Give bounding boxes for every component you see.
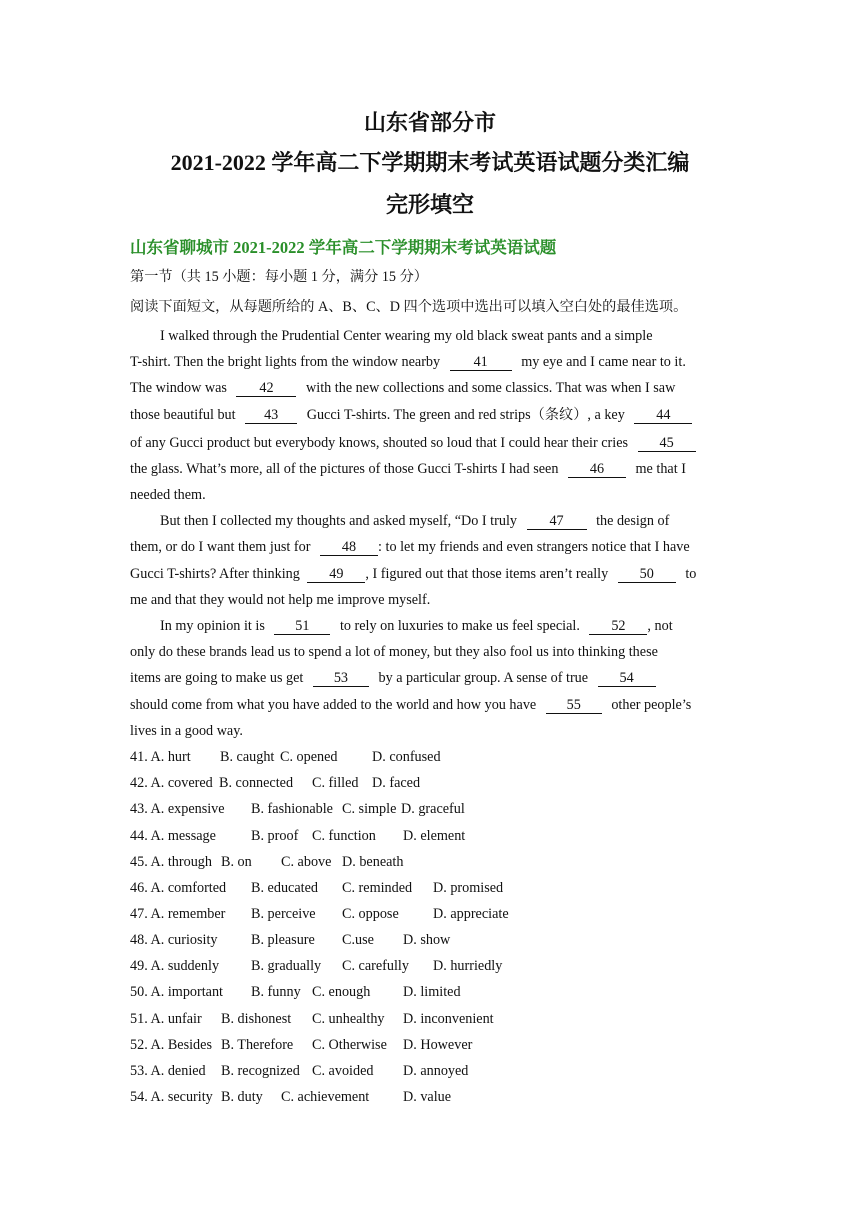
- passage-text: them, or do I want them just for: [130, 539, 311, 555]
- option-b: B. on: [221, 854, 252, 870]
- option-c: C. filled: [312, 775, 359, 791]
- option-c: C. enough: [312, 984, 371, 1000]
- blank-43: 43: [245, 408, 297, 424]
- passage-text: T-shirt. Then the bright lights from the window nearby: [130, 354, 441, 370]
- section-heading: 山东省聊城市 2021-2022 学年高二下学期期末考试英语试题: [130, 238, 557, 257]
- passage-line: [130, 434, 696, 452]
- passage-line: [160, 512, 669, 530]
- passage-text: Gucci T-shirts? After thinking: [130, 566, 300, 582]
- passage-text: Gucci T-shirts. The green and red strips（条纹）, a key: [306, 407, 625, 423]
- option-b: B. connected: [219, 775, 294, 791]
- option-d: D. hurriedly: [433, 958, 503, 974]
- doc-title-type: 完形填空: [385, 192, 474, 217]
- blank-50: 50: [618, 567, 676, 583]
- option-c: C. unhealthy: [312, 1011, 385, 1027]
- option-a: 48. A. curiosity: [130, 932, 218, 948]
- option-a: 54. A. security: [130, 1089, 213, 1105]
- blank-48: 48: [320, 540, 378, 556]
- passage-text: the design of: [596, 513, 670, 529]
- option-b: B. funny: [251, 984, 301, 1000]
- doc-title-main: 2021-2022 学年高二下学期期末考试英语试题分类汇编: [170, 150, 690, 175]
- option-d: D. However: [403, 1037, 473, 1053]
- option-a: 41. A. hurt: [130, 749, 191, 765]
- passage-line: [130, 460, 686, 478]
- option-d: D. show: [403, 932, 451, 948]
- option-b: B. educated: [251, 880, 318, 896]
- passage-text: , I figured out that those items aren’t really: [365, 566, 609, 582]
- option-d: D. inconvenient: [403, 1011, 494, 1027]
- passage-text: with the new collections and some classics. That was when I saw: [306, 380, 676, 396]
- passage-line: [130, 669, 656, 687]
- option-c: C. reminded: [342, 880, 413, 896]
- option-b: B. Therefore: [221, 1037, 294, 1053]
- blank-53: 53: [313, 671, 369, 687]
- passage-text: The window was: [130, 380, 227, 396]
- option-c: C. function: [312, 828, 376, 844]
- passage-line: [130, 353, 686, 371]
- passage-text: me that I: [635, 461, 686, 477]
- option-a: 53. A. denied: [130, 1063, 206, 1079]
- passage-text: But then I collected my thoughts and asked myself, “Do I truly: [160, 513, 517, 529]
- passage-text: other people’s: [611, 697, 692, 713]
- blank-42: 42: [236, 381, 296, 397]
- option-c: C. carefully: [342, 958, 409, 974]
- passage-text: by a particular group. A sense of true: [378, 670, 589, 686]
- option-c: C. oppose: [342, 906, 399, 922]
- blank-52: 52: [589, 619, 647, 635]
- blank-47: 47: [527, 514, 587, 530]
- option-c: C.use: [342, 932, 374, 948]
- passage-line: [130, 565, 696, 583]
- passage-line: [160, 617, 673, 635]
- option-d: D. appreciate: [433, 906, 509, 922]
- instruction-line: 阅读下面短文，从每题所给的 A、B、C、D 四个选项中选出可以填入空白处的最佳选项。: [130, 299, 688, 315]
- instruction-line: 第一节（共 15 小题：每小题 1 分，满分 15 分）: [130, 269, 428, 285]
- option-b: B. duty: [221, 1089, 263, 1105]
- option-b: B. caught: [220, 749, 275, 765]
- passage-text: of any Gucci product but everybody knows, shouted so loud that I could hear their cries: [130, 435, 629, 451]
- passage-text: my eye and I came near to it.: [521, 354, 686, 370]
- option-b: B. pleasure: [251, 932, 315, 948]
- passage-line: needed them.: [130, 487, 206, 503]
- option-c: C. simple: [342, 801, 397, 817]
- option-a: 42. A. covered: [130, 775, 213, 791]
- option-a: 52. A. Besides: [130, 1037, 212, 1053]
- option-c: C. opened: [280, 749, 338, 765]
- passage-line: only do these brands lead us to spend a lot of money, but they also fool us into thinking these: [130, 644, 658, 660]
- passage-line: me and that they would not help me improve myself.: [130, 592, 431, 608]
- option-b: B. recognized: [221, 1063, 300, 1079]
- option-a: 49. A. suddenly: [130, 958, 220, 974]
- option-d: D. value: [403, 1089, 452, 1105]
- blank-45: 45: [638, 436, 696, 452]
- option-a: 51. A. unfair: [130, 1011, 202, 1027]
- option-b: B. fashionable: [251, 801, 333, 817]
- passage-line: I walked through the Prudential Center wearing my old black sweat pants and a simple: [160, 328, 653, 344]
- passage-line: lives in a good way.: [130, 723, 243, 739]
- passage-line: [130, 406, 692, 424]
- option-d: D. annoyed: [403, 1063, 469, 1079]
- passage-line: [130, 379, 675, 397]
- passage-text: those beautiful but: [130, 407, 236, 423]
- option-d: D. graceful: [401, 801, 465, 817]
- doc-title-region: 山东省部分市: [363, 110, 496, 135]
- blank-55: 55: [546, 698, 602, 714]
- blank-51: 51: [274, 619, 330, 635]
- option-d: D. promised: [433, 880, 504, 896]
- option-c: C. avoided: [312, 1063, 374, 1079]
- option-a: 45. A. through: [130, 854, 212, 870]
- option-d: D. beneath: [342, 854, 404, 870]
- passage-text: items are going to make us get: [130, 670, 304, 686]
- blank-54: 54: [598, 671, 656, 687]
- option-d: D. confused: [372, 749, 441, 765]
- option-d: D. limited: [403, 984, 461, 1000]
- passage-text: should come from what you have added to the world and how you have: [130, 697, 537, 713]
- blank-41: 41: [450, 355, 512, 371]
- option-b: B. dishonest: [221, 1011, 292, 1027]
- option-d: D. faced: [372, 775, 421, 791]
- option-a: 47. A. remember: [130, 906, 226, 922]
- passage-text: the glass. What’s more, all of the pictures of those Gucci T-shirts I had seen: [130, 461, 559, 477]
- passage-text: : to let my friends and even strangers notice that I have: [378, 539, 690, 555]
- option-c: C. above: [281, 854, 332, 870]
- passage-text: to rely on luxuries to make us feel special.: [339, 618, 580, 634]
- passage-line: [130, 538, 690, 556]
- blank-44: 44: [634, 408, 692, 424]
- option-a: 44. A. message: [130, 828, 216, 844]
- blank-46: 46: [568, 462, 626, 478]
- passage-text: In my opinion it is: [160, 618, 265, 634]
- option-a: 50. A. important: [130, 984, 224, 1000]
- option-b: B. perceive: [251, 906, 316, 922]
- passage-line: [130, 696, 691, 714]
- passage-text: to: [685, 566, 697, 582]
- option-a: 46. A. comforted: [130, 880, 227, 896]
- option-b: B. proof: [251, 828, 299, 844]
- option-a: 43. A. expensive: [130, 801, 225, 817]
- option-b: B. gradually: [251, 958, 322, 974]
- blank-49: 49: [307, 567, 365, 583]
- option-c: C. Otherwise: [312, 1037, 387, 1053]
- option-d: D. element: [403, 828, 466, 844]
- option-c: C. achievement: [281, 1089, 370, 1105]
- passage-text: , not: [647, 618, 673, 634]
